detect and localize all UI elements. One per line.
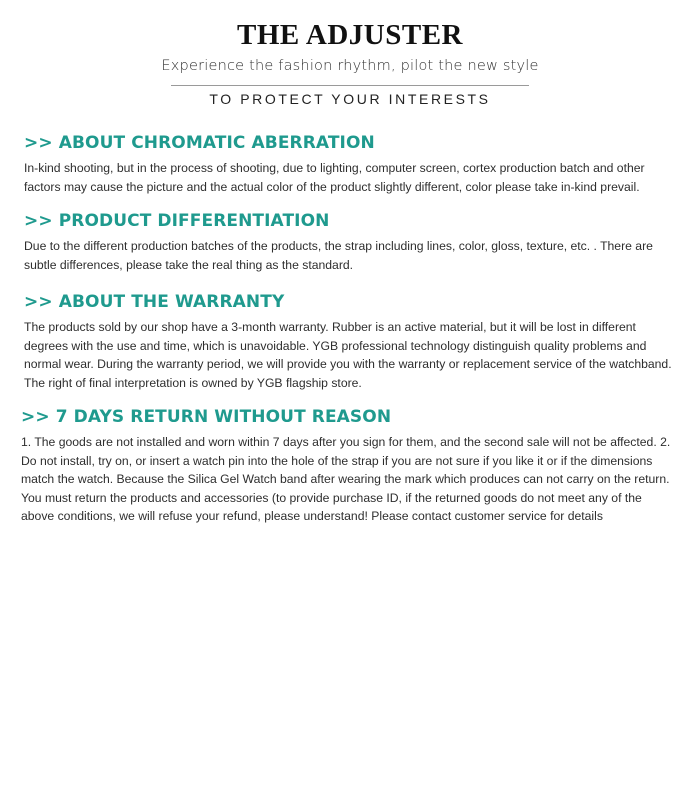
brand-subtitle: Experience the fashion rhythm, pilot the new style xyxy=(161,58,539,74)
section-warranty xyxy=(24,291,674,392)
section-heading: >> ABOUT CHROMATIC ABERRATION xyxy=(24,133,375,153)
section-heading: >> ABOUT THE WARRANTY xyxy=(24,292,285,312)
section-body: The products sold by our shop have a 3-month warranty. Rubber is an active material, but it will be lost in different degrees with the use and time, which is unavoidable. YGB professional technology distinguish quality problems and normal wear. During the warranty period, we will provide you with the warranty or replacement service of the watchband. The right of final interpretation is owned by YGB flagship store. xyxy=(24,320,672,390)
brand-title: THE ADJUSTER xyxy=(237,19,463,51)
section-body: In-kind shooting, but in the process of shooting, due to lighting, computer screen, cortex production batch and other factors may cause the picture and the actual color of the product slightly different, color please take in-kind prevail. xyxy=(24,161,645,194)
section-heading: >> PRODUCT DIFFERENTIATION xyxy=(24,211,330,231)
section-chromatic-aberration xyxy=(24,132,674,196)
page-header xyxy=(0,16,700,109)
section-body: Due to the different production batches of the products, the strap including lines, color, gloss, texture, etc. . There are subtle differences, please take the real thing as the standard. xyxy=(24,239,653,272)
section-body: 1. The goods are not installed and worn within 7 days after you sign for them, and the second sale will not be affected. 2. Do not install, try on, or insert a watch pin into the hole of the strap if you are not sure if you like it or if the dimensions match the watch. Because the Silica Gel Watch band after wearing the mark which produces can not carry on the return. You must return the products and accessories (to provide purchase ID, if the returned goods do not meet any of the above conditions, we will refuse your refund, please understand! Please contact customer service for details xyxy=(21,435,671,524)
section-return-policy xyxy=(21,406,675,526)
section-product-differentiation xyxy=(24,210,674,274)
brand-tagline: TO PROTECT YOUR INTERESTS xyxy=(209,91,491,107)
section-heading: >> 7 DAYS RETURN WITHOUT REASON xyxy=(21,407,392,427)
header-divider xyxy=(171,85,529,86)
